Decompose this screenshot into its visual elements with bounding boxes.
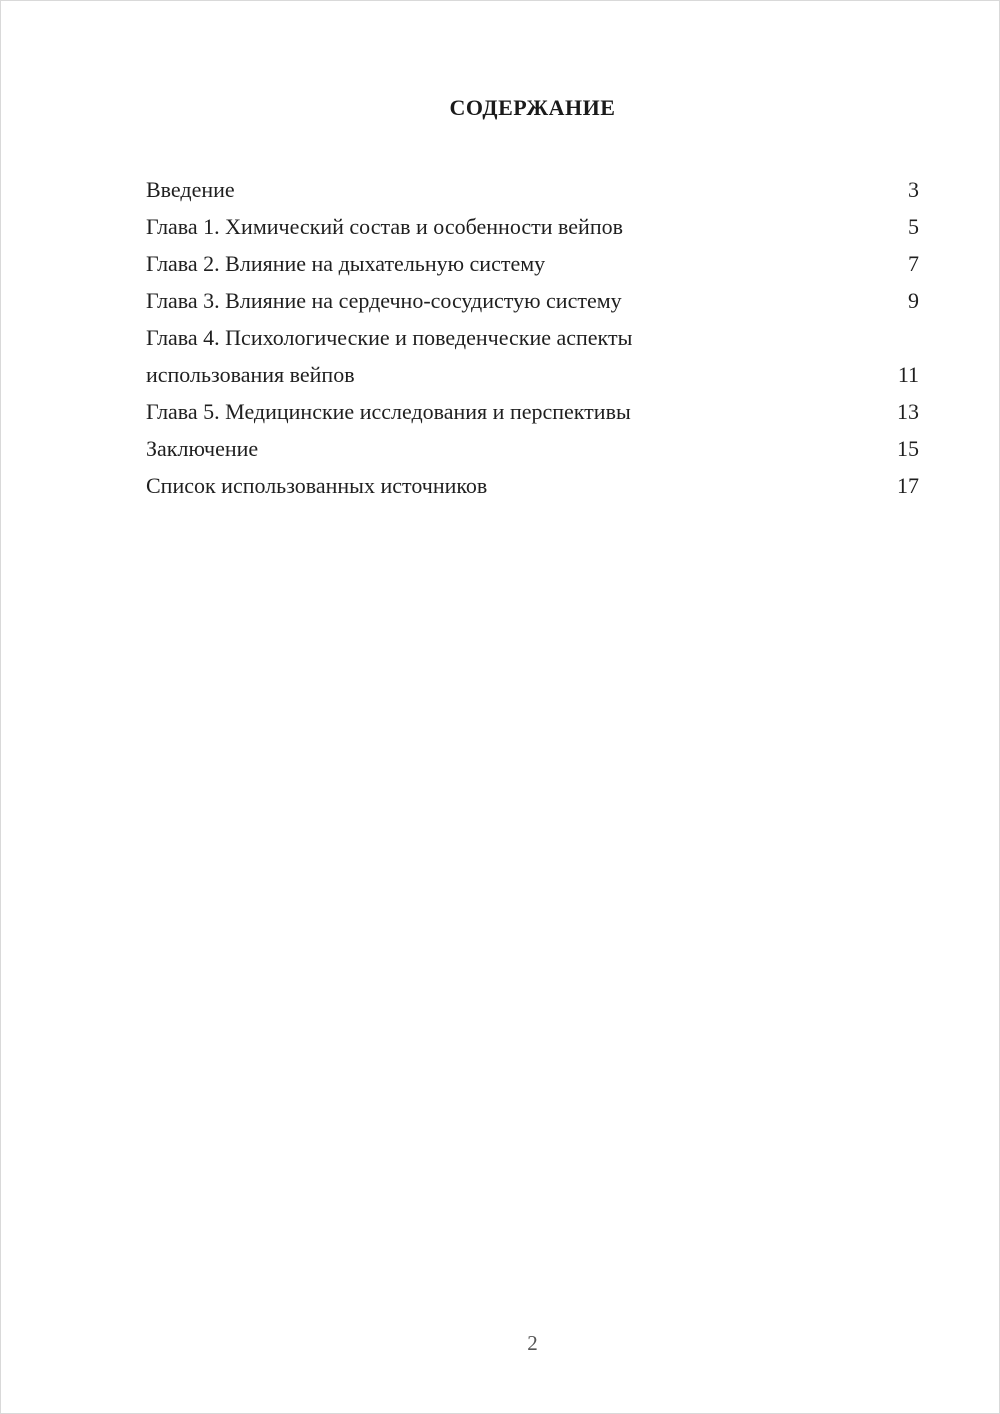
- toc-entry-label: Введение: [146, 177, 235, 202]
- page-content: [146, 1, 919, 504]
- toc-entry-label: Глава 4. Психологические и поведенческие аспекты использования вейпов: [146, 325, 633, 387]
- toc-entry-label: Заключение: [146, 436, 259, 461]
- toc-entry-label: Глава 2. Влияние на дыхательную систему: [146, 251, 546, 276]
- toc-entry-page-number: 7: [908, 251, 919, 276]
- toc-entry-page-number: 9: [908, 288, 919, 313]
- toc-entry-page-number: 13: [897, 399, 919, 424]
- toc-entry-page-number: 5: [908, 214, 919, 239]
- toc-entry-label: Список использованных источников: [146, 473, 488, 498]
- toc-entry: [146, 171, 919, 208]
- toc-entry-page-number: 3: [908, 177, 919, 202]
- toc-entry: [146, 245, 919, 282]
- toc-entry-label: Глава 3. Влияние на сердечно-сосудистую систему: [146, 288, 622, 313]
- toc-entry-page-number: 15: [897, 436, 919, 461]
- toc-title: СОДЕРЖАНИЕ: [449, 95, 616, 120]
- toc-entry-page-number: 17: [897, 473, 919, 498]
- toc-entry-page-number: 11: [897, 362, 919, 387]
- toc-entry: [146, 208, 919, 245]
- toc-entry: [146, 319, 919, 393]
- toc-entry-label: Глава 5. Медицинские исследования и перспективы: [146, 399, 631, 424]
- footer-page-number: 2: [527, 1331, 538, 1355]
- toc-entry: [146, 393, 919, 430]
- toc-list: [146, 171, 919, 504]
- toc-entry: [146, 282, 919, 319]
- toc-entry: [146, 467, 919, 504]
- toc-entry: [146, 430, 919, 467]
- toc-entry-label: Глава 1. Химический состав и особенности вейпов: [146, 214, 623, 239]
